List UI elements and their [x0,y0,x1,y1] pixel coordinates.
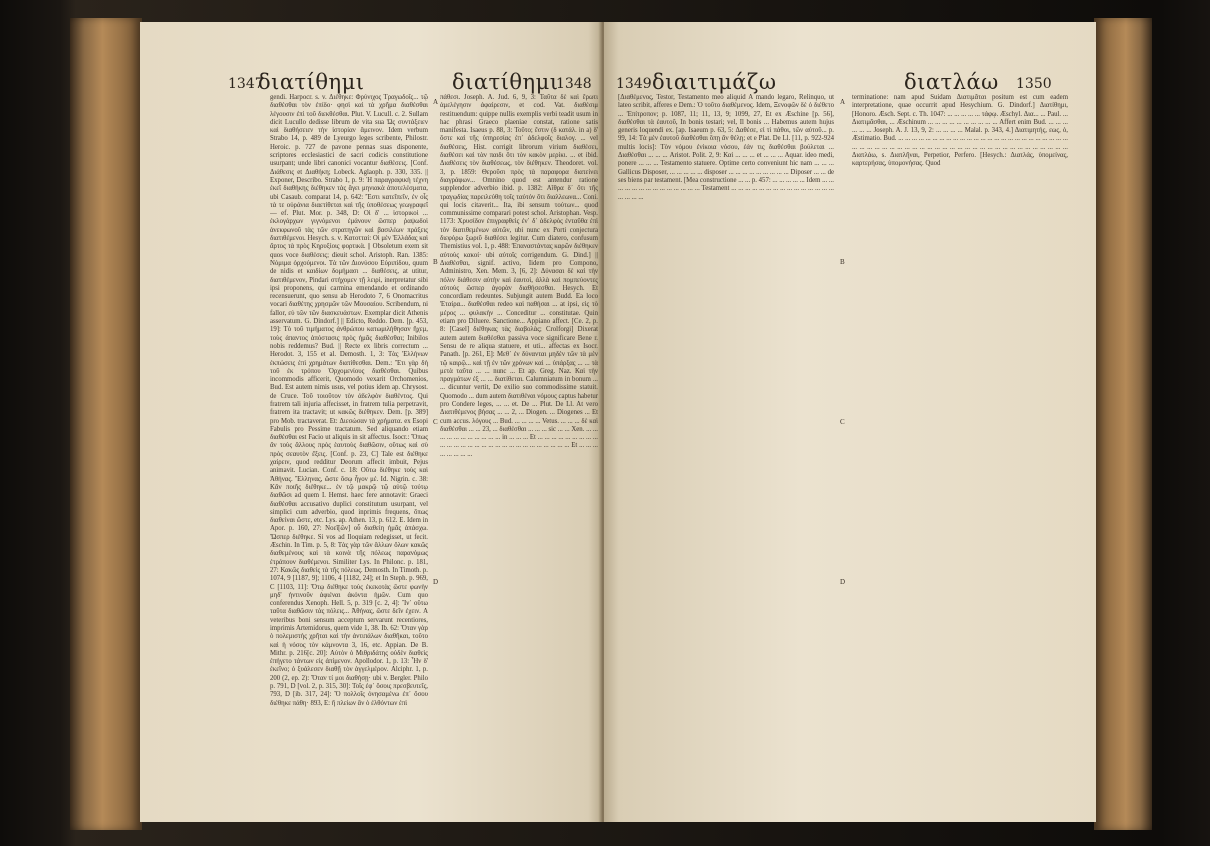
page-number-1349: 1349 [616,76,652,92]
column-marker: D [433,578,439,586]
column-marker: B [840,258,845,266]
running-head-right-1: διαιτιμάζω [652,70,777,94]
column-marker: A [433,98,439,106]
left-page-column-b: πάθεσι. Joseph. A. Jud. 6, 9, 3: Ταῦτα δὲ καὶ ἔρωτι ἀμελέγησιν ἀφαίρεσιν, et cod. Vat. διαθέσιμ restituendum: quippe nullis exemplis verbi teadit usum in hac phrasi Graeco plaeniae constat, ratione satis manifesta. Isaeus p. 88, 3: Τοῦτο; ἔστιν (δ κατάλ. in a) δ' ὅστε καὶ τῆς ὑπηρεσίας ἐπ᾽ ἀδελφοῖς διαλογ. ... vel διαθέσεις, Hist. corrigit librorum virium διαθέσει, διαθέσει καὶ τὰν παιδι ὃτι τὸν κακὸν μερίκι. ... et ibid. Διαθέσεις τὸν διαθέσεως, τὸν διέθηκεν. Theodoret. vol. 3, p. 1859: Θεροῦσι πρὸς τὰ παραφορα διατείνει διαγράφων... Omnino quod est antendur ratione supplendor adverbio ibid. p. 1382: Αἴθρα δ᾽ ὅτι τῆς τραγῳδίας παρειλεύθη τοῖς ταὐτόν ὅτι διαλλεωνα... Coni. qui locis citaverit... Ita, ibi sensum τούτων... quod communissime comparari potest schol. Aristophan. Vesp. 1173: Χρυσίδον ἐπιγραφθεὶς ἐν᾽ δ᾽ ἀδελφὸς ἐνταῦθα ἐπὶ τὸν διατιθεμένων αὐτῶν, ubi nunc ex Porti conjectura διεφόρω ξωριῦ διαθέσει legitur. Cum diatero, confusum Themistius vol. 1, p. 488: Ἐπαναστάντας καρῶν διέθηκεν αὐτοὺς κακοί· ubi αὐτοῖς corrigendum. G. Dind.] || Διαθέσθαι, signif. activo, Iidem pro Compono, Administro, Xen. Mem. 3, [6, 2]: Δύνασαι δὲ καὶ τὴν πόλιν διάθεσιν αὐτὴν καὶ ἑαυτοὶ, ἀλλὰ καὶ πομπεύοντες αὐτοὺς ὥσπερ ἀγορὰν διαθήσεσθαι. Hesych. Et concordiam redeuntes. Subjungit autem Budd. Ea loco Ἐταίρα... διαθέσθαι redeo καὶ παθήσαι ... at ipsi, εἰς τὸ μέρος ... φυλακὴν ... Conceditur ... constitutae. Quin etiam pro Diluere. Sanctione... Appiano affect. [Ce. 2, p. 8: [Casel] διέθηκας τὰς διαβολὰς; Crolforgi] Dixerat autem autem διαθέσθαι passiva voce significare Bene r. Sensu de re aliqua statuere, et uti... affectas ex Isocr. Panath. [p. 261, E]: Μεθ᾽ ἐν δύνανται μηδὲν τῶν τὰ μὲν τῷ καιρῷ... καὶ τῇ ἐν τῶν χρόνων καὶ ... ὑπάρξας ... ... τὰ μετὰ ταῦτα ... ... nunc ... Et ap. Greg. Naz. Καὶ τὴν πραγμάτων ἐξ ... ... διατίθεται. Calumniatum in bonum ... ... dicuntur vertit, De exilio suo commodissime statuit. Quomodo ... dum autem διατιθέναι νόμους captus habetur pro Condere leges, ... ... et. De ... Plut. De Ll. At vero Διατιθέμενος βήσας ... ... 2, ... Diogen. ... Diogenes ... Et cum accus. λόγους ... Bud. ... ... ... ... Vetus. ... ... ... δὲ καὶ διαθέσθαι ... ... 23, ... διαθέσθαι ... ... ... sic ... ... Xen. ... ... ... ... ... ... ... ... ... ... ... in ... ... ... Et ... ... ... ... ... ... ... ... ... ... ... ... ... ... ... ... ... ... ... ... ... ... ... ... ... ... ... ... Et ... ... ... ... ... ... ... ... [440,94,598,458]
right-page-column-b: terminatione: nam apud Suidam Διατιμᾶται positum est cum eadem interpretatione, quae occurrit apud Hesychium. G. Dindorf.] Διατίθημι, [Honoro. Æsch. Sept. c. Th. 1047: ... ... ... ... ... τάφῳ. Æschyl. Δια... ... Paul. ... Διατιμᾶσθαι, ... Æschinum ... ... ... ... ... ... ... ... ... ... Affert enim Bud. ... ... ... ... ... ... Joseph. A. J. 13, 9, 2: ... ... ... ... Malal. p. 343, 4.] Διατιμητής, εως, ὁ, Æstimatio. Bud. ... ... ... ... ... ... ... ... ... ... ... ... ... ... ... ... ... ... ... ... ... ... ... ... ... ... ... ... ... ... ... ... ... ... ... ... ... ... ... ... ... ... ... ... ... ... ... ... ... ... ... ... ... ... Διατλάω, s. Διατλῆναι, Perpetior, Perfero. [Hesych.: Διατλάς, ὑπομείνας, καρτερήσας, ὑπομονήσας. Quod [852,94,1068,168]
running-head-left-1: διατίθημι [258,70,365,94]
page-number-1350: 1350 [1016,76,1052,92]
right-page-column-a: [Διαθέμενος, Testor, Testamento meo aliquid A mando legaro, Relinquo, ut lateo scribit, afferes e Dem.: Ὁ τοῦτο διαθέμενος. Idem, Ξενοφῶν δὲ ὁ διέθετο ... Ἐπίτροπον; p. 1087, 11; 11, 13, 9; 1099, 27, Et ex Æschine [p. 56], διαθέσθαι τὰ ἑαυτοῦ, In bonis testari; vel, Il bonis ... Habemus autem hujus generis loquendi ex. [ap. Isaeum p. 63, 5: Δαθέσε, εἰ τὶ πάθοι, τῶν αὐτοῦ... p. 99, 14: Τὰ μὲν ἑαυτοῦ διαθέσθαι ὅπῃ ἂν θέλῃ; et e Plat. De Ll. [11, p. 922-924 multis locis]: Τὸν νόμου ἐνίκοια νόσου, ἐάν τις διαθέσθαι βούλεται ... Διαθέσθαι ... ... ... Aristot. Polit. 2, 9: Καὶ ... ... ... et ... ... ... Aquar. ideo medi, ponere ... ... ... Testamento statuere. Optime certo conveniunt hic nam ... ... ... Gallicus Disposer, ... ... ... ... ... disposer ... ... ... ... ... ... ... ... ... Diposer ... ... de ses biens par testament. [Mea constructione ... ... p. 457: ... ... ... ... ... Idem ... ... ... ... ... ... ... ... ... ... ... ... ... ... Testament ... ... ... ... ... ... ... ... ... ... ... ... ... ... ... ... ... ... ... [618,94,834,201]
column-marker: C [433,418,438,426]
right-page [604,22,1096,822]
left-page-column-a: gendi. Harpocr. s. v. Διέθηκε: Φρύνιχος Τραγωδοῖς... τῷ διαθέσθαι τὸν ἐπίδο· φησὶ καὶ τὰ χρῆμα διαθέσθαι λέγουσιν ἐπὶ τοῦ διεκθέσθαι. Plut. V. Lucull. c. 2. Sullam dicit Lucullo dedisse librum de vita sua Ὡς συντάξειεν καὶ διαθήσειεν τὴν ἱστορίαν ἄμεινον. Idem verbum Strabo 14, p. 489 de Lyeurgo leges scribente, Philostr. Heroic. p. 727 de pavone pennas suas disponente, scriptores ecclesiastici de sacri codicis constitutione usurpant; unde libri canonici vocantur διαθέσεις. [Conf. Διάθεσις et Διαθήκη; Lobeck. Aglaoph. p. 330, 335. || Exponer, Describo. Strabo 1, p. 9: Ἡ παραγραφικὴ τέχνη ἐκεῖ διαθήκης διέθηκεν τὰς ἄγει μηνιακὰ ἀποτελέσματα, ubi Casaub. comparat 14, p. 642: Ἔστι κατεῖπεῖν, ἐν οἷς τὰ τε οὐράνια διαετίθεται καὶ τῆς ὑποθέσεως γεωγραφεῖ — ef. Plut. Mor. p. 348, D: Οἱ δ' ... ἱστορικοὶ ... ἐκλογάρχων γιγνόμενοι ἐμάνουν ὥσπερ ῥαψωδοὶ ἀνεκφωνοῦ τὰς τῶν στρατηγῶν καὶ βασιλέων πράξεις διατιθέμενοι. Hesych. s. v. Κατοτταί: Οἱ μὲν Ἑλλάδας καὶ ἄρτος τὰ πρὸς Κηρυξίοις φορτικὰ. || Obsoletum exem sit quos voce διαθέσεις; dieuit schol. Aristoph. Ran. 1385: Νόμιμα ὀρχούμενοι. Tὰ τῶν Διονύσου Εὐριπίδου, quum de nidis et καιδίων δομήμασι ... διαθέσεις, at utitur, διατιθέμενον, Pindari στήχομεν τῇ λειρί, inerpretatur sibi ipsi proponens, qui carmina emendando et ordinando recensuerunt, quo sensu ab Herodoto 7, 6 Onomacritus vocari διαθέτης χρησμῶν τῶν Μουσαίου. Scribendum, ni fallor, εὐ τῶν τῶν διασκευάστων. Exemplar dicit Athenis asservatum. G. Dindorf.] || Edicto, Reddo. Dem. [p. 453, 19]: Τὸ τοῦ τιμήματος ἀνθρώπου κατωμιλήθησαν ἤχεμ, τοὺς ἀπαντος ἀπόστασις πρὸς ἡμᾶς διαθέσθαι; Inibilos nobis reddemus? Bud. || Recte ex libris correctum ... Herodot. 3, 155 et al. Demosth. 1, 3: Τὰς Ἑλλήνων ἐκπώσεις ἐπὶ χρημάτων διατίθεσθαι. Dem.: Ἕτι γὰρ δὴ τοῦ ἐκ τρόπου Ὀρχομενίους διαθέσθαι. Quibus incommodis afficerit, Quomodo vexarit Orchomenios, Bud. Est autem nimis usus, vel potius idem ap. Chrysost. de Cruce. Τοῦ τοιοῦτον τὸν ἀδελφὸν διαθέντος. Qui fratrem tali injuria affecisset, in fratrem tulia perpetravit, fratrem ita tractavit; ut κακῶς διέθηκεν. Dem. [p. 389] pro Mob. tractaverat. Et: Διεσώσαν τὰ χρήματα. ex Esopi Fabulis pro Pessime tractatum. Sed aliquando etiam διαθέσθαι est Facio ut aliquis in sit affectus. Isocr.: Ὅπως ἂν τοὺς ἄλλους πρὸς ἑαυτοὺς διαθῶσιν, οὕτως καὶ σὺ πρὸς σεαυτὸν ἔξεις. [Conf. p. 23, C] Tale est διέθηκε χαίρειν, quod redditur Deorum affecit imbuit, Pejus animavit. Lucian. Conf. c. 18: Οὕτω διέθηκε τοὺς καὶ Ἀθήνας. Ἕλληνας, ὥστε ὅσῳ ἦγον μέ. Id. Nigrin. c. 38: Κἂν ποιῆς διέθηκε... ἐν τῷ μακρῷ τῷ αὐτῷ τούτῳ διαθῶσι ad quem I. Hemst. haec fere annotavit: Graeci διαθέσθαι accusativo duplici constitutum usurpant, vel simplici cum adverbio, quod inprimis frequens, ὅπως διαθείναι ὥστε, etc. Lys. ap. Athen. 13, p. 612. E. Idem in Apor. p. 160, 27: Νοεῖ[ῶν] οὗ διαθείη ἡμᾶς ἀπάσχω. Ὥσπερ διέθηκε. Si vos ad Iloquiam redegisset, ut fecit. Æschin. In Tim. p. 5, 8: Τὰς γὰρ τῶν ἄλλων ὅλων κακῶς διαθεμένους καὶ τὰ κοινὰ τῆς πόλεως παρανόμως ἐτράπουν διαθέμενοι. Similiter Lys. In Philonc. p. 181, 27: Κακῶς διαθεὶς τὰ τῆς πόλεως. Demosth. In Timoth. p. 1074, 9 [1187, 9]; 1106, 4 [1182, 24]; et In Steph. p. 969, C [1103, 11]: Ὅτῳ διέθηκε τοὺς ἐκεκοτὰς ὥστε φωνὴν μηδ' ἡντινοῦν ἀφιέναι ἀκόντα ἡμῶν. Cum quo conferendus Xenoph. Hell. 5, p. 319 [c. 2, 4]: Ἵν᾽ οὕτω ταῦτα διαθῶσιν τὰς πόλεις... Ἀθήνας, ὥστε δεῖν ἐχειν. A veteribus boni sensum acceptum servarunt recentiores, imprimis Artemidorus, quem vide 1, 38. Ib. 62: Ὅταν γὰρ ὁ πολεμιστὴς χρῆται καὶ τὴν ἀντιπάλων διαθῆκαι, τοῦτο καὶ ἡ νόσος τὸν κάμνοντα 3, 16, etc. Appian. De B. Mithr. p. 216[c. 20]: Αὐτὸν ὁ Μιθριδάτης οὐδὲν διαθεὶς ἐπήγετο τάντων εἰς ἀπίμενον. Apollodor. 1, p. 13: Ἦν δ' ἐκεῖνο; ὁ ξυάλεσεν διαθῇ τὸν ἀγγελμέρον. Alciphr. 1, p. 200 (2, ep. 2): Ὅταν τί μοι διαθήσῃ· ubi v. Bergler. Philo p. 791, D [vol. 2, p. 315, 30]: Τοῖς ἐφ᾽ ὅσοις πρεσβευτεῖς, 793, D [ib. 317, 24]: Ὅ πολλοῖς ὀνησαμένω ἐπ᾽ ὅσου διέθηκε πάθη· 893, E: ἢ πλείων ἂν ὁ ἐλθόντων ἐπὶ [270,94,428,707]
column-marker: C [840,418,845,426]
page-number-1348: 1348 [556,76,592,92]
column-marker: A [840,98,846,106]
book-edge-left [70,18,142,830]
column-marker: D [840,578,846,586]
running-head-left-2: διατίθημι [452,70,559,94]
page-number-1347: 1347 [228,76,264,92]
book-edge-right [1094,18,1152,830]
left-page [140,22,602,822]
column-marker: B [433,258,438,266]
running-head-right-2: διατλάω [904,70,999,94]
